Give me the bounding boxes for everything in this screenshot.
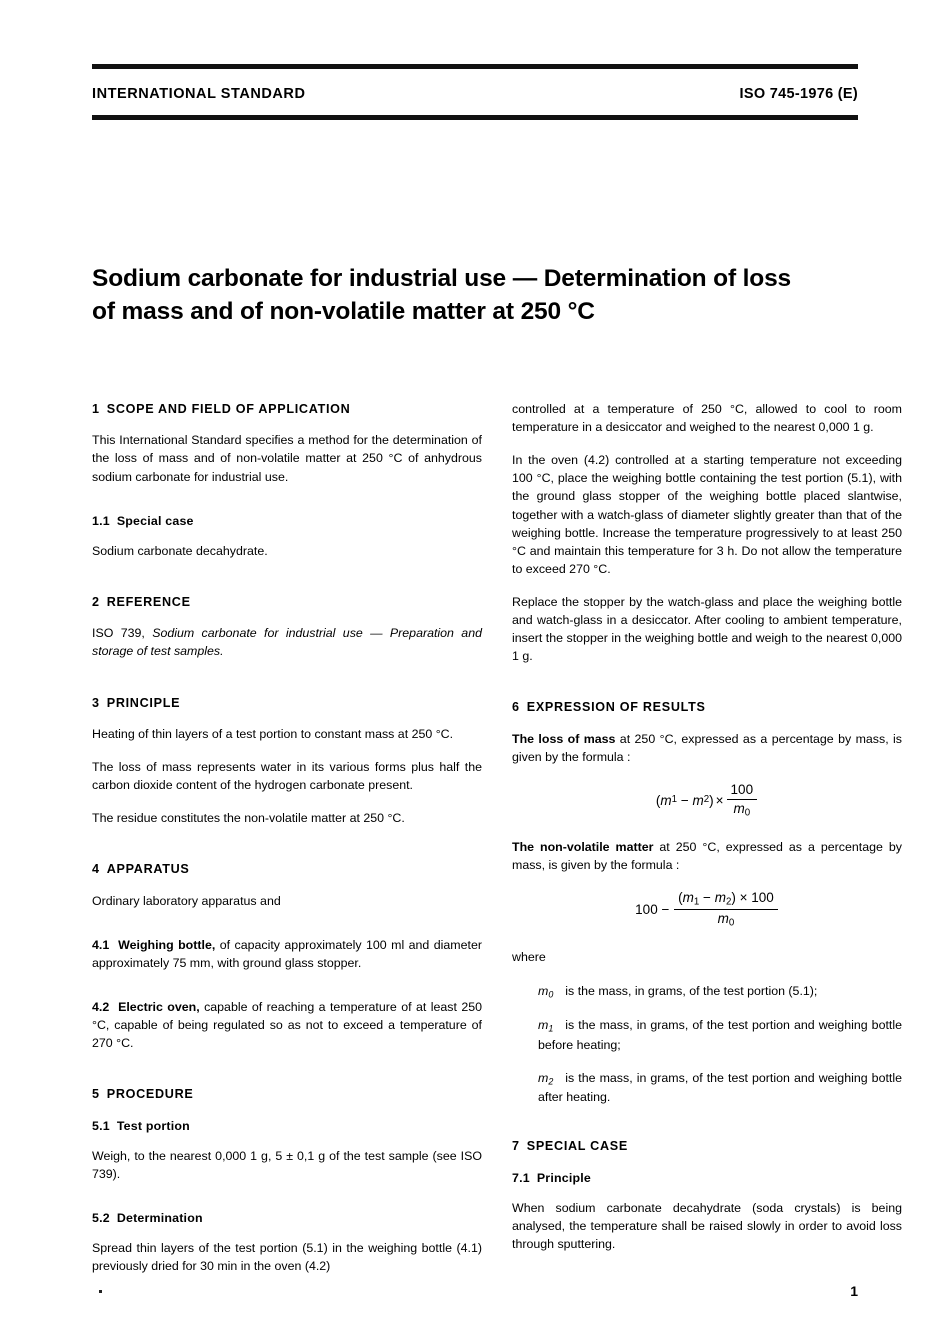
spacer bbox=[92, 1078, 482, 1085]
section-7-1-title: Principle bbox=[536, 1170, 591, 1185]
formula2-num-m2-subscript: 2 bbox=[725, 896, 732, 908]
section-3-heading bbox=[92, 694, 482, 712]
section-5-1-heading bbox=[92, 1117, 482, 1135]
section-3-number: 3 bbox=[92, 695, 100, 710]
formula1-denominator-subscript: 0 bbox=[744, 807, 751, 819]
formula2-minus: − bbox=[661, 901, 670, 917]
section-1-1-number: 1.1 bbox=[92, 513, 110, 528]
reference-standard-number: ISO 739, bbox=[92, 626, 153, 641]
formula2-num-m1-symbol: m bbox=[682, 890, 694, 906]
definition-symbol-letter: m bbox=[538, 983, 549, 998]
section-2-number: 2 bbox=[92, 594, 100, 609]
section-3-paragraph-2: The loss of mass represents water in its various forms plus half the carbon dioxide content of the hydrogen carbonate present. bbox=[92, 760, 482, 793]
spacer bbox=[512, 691, 902, 698]
spacer bbox=[92, 687, 482, 694]
section-6-paragraph-1 bbox=[512, 730, 902, 766]
continuation-paragraph-1: controlled at a temperature of 250 °C, allowed to cool to room temperature in a desiccator and weighed to the nearest 0,000 1 g. bbox=[512, 402, 902, 435]
document-title bbox=[92, 263, 867, 328]
definition-symbol-letter: m bbox=[538, 1070, 549, 1085]
section-4-2-entry bbox=[92, 998, 482, 1052]
section-7-1-heading bbox=[512, 1169, 902, 1187]
section-5-heading bbox=[92, 1085, 482, 1103]
formula1-times-sign: × bbox=[715, 792, 724, 808]
formula1-m2-subscript: 2 bbox=[703, 794, 710, 806]
formula2-num-m2-symbol: m bbox=[714, 890, 726, 906]
section-7-title: SPECIAL CASE bbox=[526, 1139, 628, 1154]
definition-text: is the mass, in grams, of the test portion and weighing bottle after heating. bbox=[538, 1070, 902, 1105]
non-volatile-matter-term: The non-volatile matter bbox=[512, 839, 654, 854]
definition-text: is the mass, in grams, of the test portion and weighing bottle before heating; bbox=[538, 1018, 902, 1052]
formula1-denominator-symbol: m bbox=[733, 800, 745, 816]
section-1-paragraph: This International Standard specifies a method for the determination of the loss of mass and of non-volatile matter at 250 °C of anhydrous sodium carbonate for industrial use. bbox=[92, 433, 482, 484]
section-3-title: PRINCIPLE bbox=[106, 695, 181, 710]
standard-reference-label: ISO 745-1976 (E) bbox=[739, 86, 858, 102]
formula2-lead-value: 100 bbox=[635, 901, 658, 917]
section-6-title: EXPRESSION OF RESULTS bbox=[526, 700, 706, 715]
where-label: where bbox=[512, 950, 546, 965]
section-4-number: 4 bbox=[92, 862, 100, 877]
definition-symbol-subscript: 1 bbox=[548, 1023, 554, 1034]
section-5-title: PROCEDURE bbox=[106, 1087, 194, 1102]
section-7-1-number: 7.1 bbox=[512, 1170, 530, 1185]
section-5-1-number: 5.1 bbox=[92, 1118, 110, 1133]
section-1-title: SCOPE AND FIELD OF APPLICATION bbox=[106, 402, 351, 416]
section-1-1-title: Special case bbox=[116, 513, 194, 528]
definition-symbol-subscript: 2 bbox=[548, 1076, 554, 1087]
section-4-1-description: of capacity approximately 100 ml and diameter approximately 75 mm, with ground glass stopper. bbox=[92, 937, 482, 970]
header-rule-bottom bbox=[92, 115, 858, 120]
definition-item bbox=[512, 982, 902, 1002]
formula-loss-of-mass bbox=[512, 782, 902, 819]
section-3-paragraph-1: Heating of thin layers of a test portion to constant mass at 250 °C. bbox=[92, 726, 454, 741]
section-1-1-paragraph: Sodium carbonate decahydrate. bbox=[92, 543, 268, 558]
section-6-number: 6 bbox=[512, 700, 520, 715]
formula1-m2-symbol: m bbox=[692, 792, 704, 808]
formula2-num-times-sign: × bbox=[739, 890, 748, 906]
formula2-num-100: 100 bbox=[751, 890, 774, 906]
section-1-heading bbox=[92, 400, 482, 418]
section-5-2-paragraph: Spread thin layers of the test portion (5.1) in the weighing bottle (4.1) previously dried for 30 min in the oven (4.2) bbox=[92, 1241, 482, 1274]
section-4-paragraph: Ordinary laboratory apparatus and bbox=[92, 893, 281, 908]
section-1-number: 1 bbox=[92, 402, 100, 416]
formula1-m1-symbol: m bbox=[660, 792, 672, 808]
formula2-fraction bbox=[674, 890, 778, 929]
formula-non-volatile-matter bbox=[512, 890, 902, 929]
section-6-heading bbox=[512, 698, 902, 716]
formula1-m1-subscript: 1 bbox=[671, 794, 678, 806]
loss-of-mass-term: The loss of mass bbox=[512, 731, 616, 746]
section-7-number: 7 bbox=[512, 1139, 520, 1154]
standard-type-label: INTERNATIONAL STANDARD bbox=[92, 86, 306, 102]
page-header bbox=[92, 64, 858, 120]
section-4-1-entry bbox=[92, 936, 482, 972]
section-5-number: 5 bbox=[92, 1087, 100, 1102]
definition-text: is the mass, in grams, of the test portion (5.1); bbox=[565, 983, 818, 998]
formula2-denominator bbox=[714, 910, 739, 929]
section-5-2-title: Determination bbox=[116, 1211, 203, 1226]
spacer bbox=[92, 586, 482, 593]
formula1-fraction bbox=[727, 782, 758, 819]
formula1-denominator bbox=[729, 800, 754, 819]
section-5-1-title: Test portion bbox=[116, 1118, 190, 1133]
section-6-paragraph-2 bbox=[512, 838, 902, 874]
continuation-paragraph-2: In the oven (4.2) controlled at a starting temperature not exceeding 100 °C, place the weighing bottle containing the test portion (5.1), with the ground glass stopper of the weighing bottle placed slantwise, together with a watch-glass of diameter slightly greater than that of the weighing bottle. Increase the temperature progressively to at least 250 °C and maintain this temperature for 3 h. Do not allow the temperature to exceed 270 °C. bbox=[512, 453, 902, 576]
header-row bbox=[92, 69, 858, 115]
document-title-line-1: Sodium carbonate for industrial use — Determination of loss bbox=[92, 265, 792, 293]
formula2-num-minus: − bbox=[703, 890, 711, 906]
continuation-paragraph-3: Replace the stopper by the watch-glass and place the weighing bottle and watch-glass in a desiccator. After cooling to ambient temperature, insert the stopper in the weighing bottle and weigh to the nearest 0,000 1 g. bbox=[512, 594, 902, 664]
non-volatile-matter-description: at 250 °C, expressed as a percentage by mass, is given by the formula : bbox=[512, 839, 902, 873]
page-number: 1 bbox=[850, 1283, 858, 1299]
formula2-num-open-paren: ( bbox=[678, 890, 683, 906]
spacer bbox=[92, 853, 482, 860]
definition-symbol-letter: m bbox=[538, 1018, 549, 1032]
formula2-denominator-subscript: 0 bbox=[728, 917, 735, 929]
formula1-minus: − bbox=[680, 792, 689, 808]
section-5-2-number: 5.2 bbox=[92, 1211, 110, 1226]
definition-item bbox=[512, 1016, 902, 1054]
definition-symbol bbox=[538, 1018, 553, 1032]
section-7-1-paragraph: When sodium carbonate decahydrate (soda crystals) is being analysed, the temperature shall be raised slowly in order to avoid loss through sputtering. bbox=[512, 1200, 902, 1251]
section-2-title: REFERENCE bbox=[106, 594, 191, 609]
section-5-2-heading bbox=[92, 1209, 482, 1227]
section-3-paragraph-3: The residue constitutes the non-volatile matter at 250 °C. bbox=[92, 811, 405, 826]
spacer bbox=[512, 1121, 902, 1137]
definition-item bbox=[512, 1069, 902, 1107]
formula1-numerator: 100 bbox=[727, 782, 758, 800]
definition-symbol bbox=[538, 1071, 553, 1085]
definition-symbol bbox=[538, 984, 553, 998]
definition-symbol-subscript: 0 bbox=[548, 988, 554, 999]
formula1-close-paren: ) bbox=[709, 792, 714, 808]
left-column bbox=[92, 400, 482, 1290]
section-5-1-paragraph: Weigh, to the nearest 0,000 1 g, 5 ± 0,1 g of the test sample (see ISO 739). bbox=[92, 1148, 482, 1181]
section-4-2-description: capable of reaching a temperature of at least 250 °C, capable of being regulated so as not to exceed a temperature of 270 °C. bbox=[92, 1000, 482, 1051]
section-4-1-number: 4.1 bbox=[92, 937, 110, 952]
section-4-2-number: 4.2 bbox=[92, 1000, 110, 1015]
loss-of-mass-description: at 250 °C, expressed as a percentage by mass, is given by the formula : bbox=[512, 731, 902, 764]
symbol-definition-list bbox=[512, 982, 902, 1107]
section-4-title: APPARATUS bbox=[106, 862, 190, 877]
formula2-numerator bbox=[674, 890, 778, 910]
stray-mark bbox=[99, 1290, 102, 1293]
formula2-num-close-paren: ) bbox=[731, 890, 736, 906]
reference-standard-title: Sodium carbonate for industrial use — Preparation and storage of test samples. bbox=[92, 626, 482, 659]
section-4-heading bbox=[92, 860, 482, 878]
document-title-line-2: of mass and of non-volatile matter at 250 °C bbox=[92, 297, 595, 325]
section-7-heading bbox=[512, 1137, 902, 1155]
section-4-1-term: Weighing bottle, bbox=[118, 937, 216, 952]
section-2-reference bbox=[92, 624, 482, 660]
right-column bbox=[512, 400, 902, 1268]
section-1-1-heading bbox=[92, 512, 482, 530]
section-2-heading bbox=[92, 593, 482, 611]
formula2-num-m1-subscript: 1 bbox=[693, 896, 700, 908]
section-4-2-term: Electric oven, bbox=[118, 1000, 200, 1015]
formula2-denominator-symbol: m bbox=[717, 911, 729, 927]
formula1-open-paren: ( bbox=[655, 792, 661, 808]
